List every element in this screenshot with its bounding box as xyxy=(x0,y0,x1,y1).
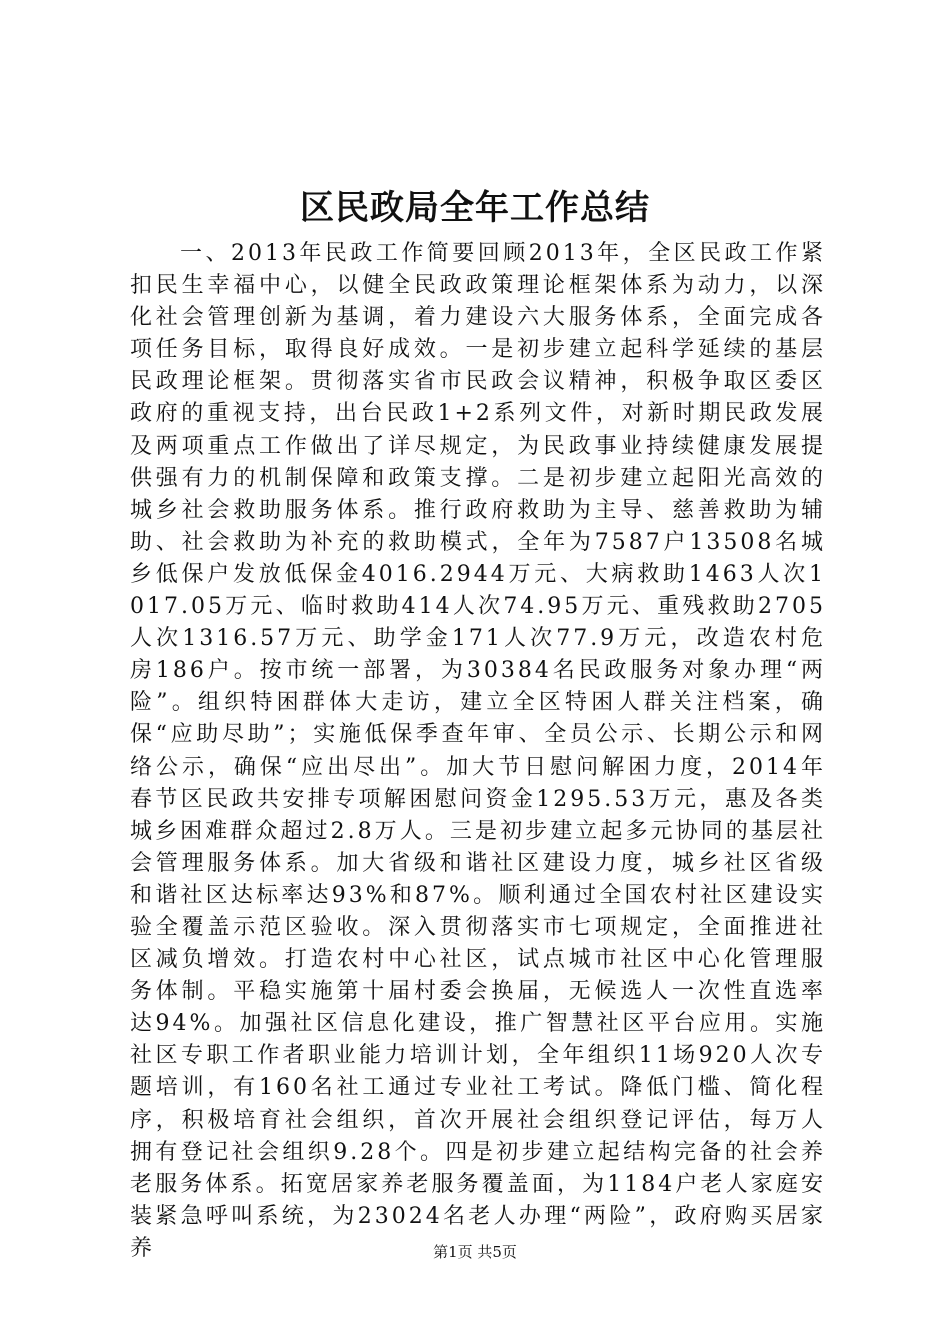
page-footer: 第1页 共5页 xyxy=(433,1243,517,1261)
document-body: 一、2013年民政工作简要回顾2013年，全区民政工作紧扣民生幸福中心，以健全民政政策理论框架体系为动力，以深化社会管理创新为基调，着力建设六大服务体系，全面完成各项任务目标，取得良好成效。一是初步建立起科学延续的基层民政理论框架。贯彻落实省市民政会议精神，积极争取区委区政府的重视支持，出台民政1+2系列文件，对新时期民政发展及两项重点工作做出了详尽规定，为民政事业持续健康发展提供强有力的机制保障和政策支撑。二是初步建立起阳光高效的城乡社会救助服务体系。推行政府救助为主导、慈善救助为辅助、社会救助为补充的救助模式，全年为7587户13508名城乡低保户发放低保金4016.2944万元、大病救助1463人次1017.05万元、临时救助414人次74.95万元、重残救助2705人次1316.57万元、助学金171人次77.9万元，改造农村危房186户。按市统一部署，为30384名民政服务对象办理“两险”。组织特困群体大走访，建立全区特困人群关注档案，确保“应助尽助”；实施低保季查年审、全员公示、长期公示和网络公示，确保“应出尽出”。加大节日慰问解困力度，2014年春节区民政共安排专项解困慰问资金1295.53万元，惠及各类城乡困难群众超过2.8万人。三是初步建立起多元协同的基层社会管理服务体系。加大省级和谐社区建设力度，城乡社区省级和谐社区达标率达93%和87%。顺利通过全国农村社区建设实验全覆盖示范区验收。深入贯彻落实市七项规定，全面推进社区减负增效。打造农村中心社区，试点城市社区中心化管理服务体制。平稳实施第十届村委会换届，无候选人一次性直选率达94%。加强社区信息化建设，推广智慧社区平台应用。实施社区专职工作者职业能力培训计划，全年组织11场920人次专题培训，有160名社工通过专业社工考试。降低门槛、简化程序，积极培育社会组织，首次开展社会组织登记评估，每万人拥有登记社会组织9.28个。四是初步建立起结构完备的社会养老服务体系。拓宽居家养老服务覆盖面，为1184户老人家庭安装紧急呼叫系统，为23024名老人办理“两险”，政府购买居家养 xyxy=(130,241,826,1261)
document-title: 区民政局全年工作总结 xyxy=(300,188,650,228)
